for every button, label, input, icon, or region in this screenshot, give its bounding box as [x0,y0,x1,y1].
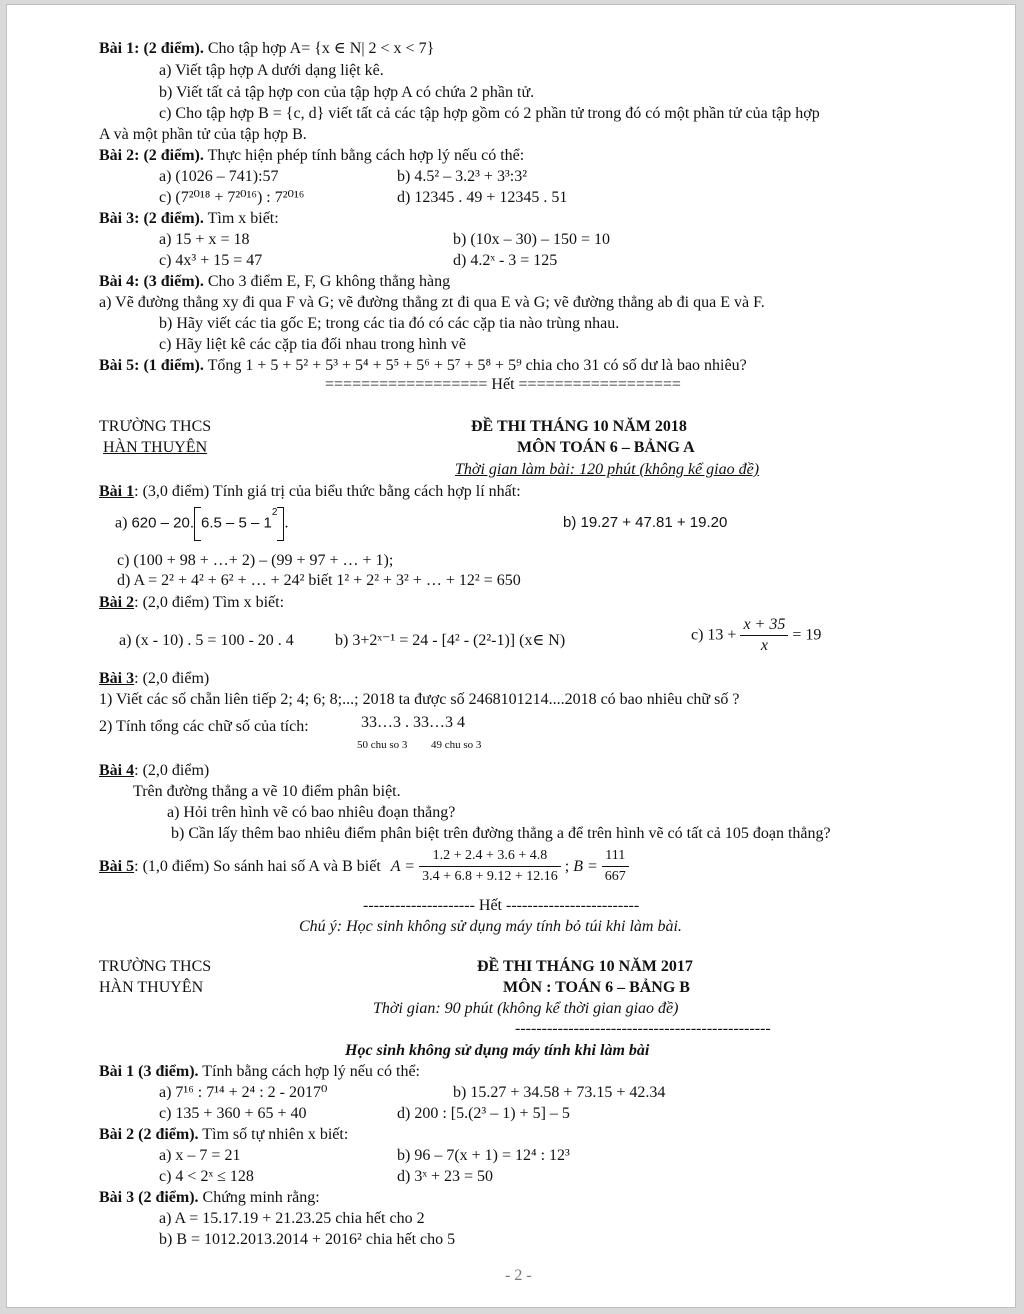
s3-bai2-c: c) 4 < 2ˣ ≤ 128 [159,1168,254,1185]
s2-bai5-text: : (1,0 điểm) So sánh hai số A và B biết [134,857,381,875]
s2-bai1-a-end: . [284,514,289,532]
s1-bai3-d: d) 4.2ˣ - 3 = 125 [453,252,558,269]
s2-bai1-a-expr-inner: 6.5 – 5 – 1 [201,514,272,532]
s2-bai3 [99,669,209,689]
s1-bai3-a: a) 15 + x = 18 [159,231,250,248]
s2-bai3-head: Bài 3 [99,670,135,687]
s2-bai1-a-label: a) [115,514,128,532]
s2-bai5-separator: ; [564,857,570,875]
s2-bai2-text: : (2,0 điểm) Tìm x biết: [134,594,285,611]
s1-bai4-c: c) Hãy liệt kê các cặp tia đối nhau trong hình vẽ [159,336,466,353]
s2-school-1: TRƯỜNG THCS [99,418,212,435]
s2-bai5-A-numerator: 1.2 + 2.4 + 3.6 + 4.8 [419,846,561,867]
s3-bai2-b: b) 96 – 7(x + 1) = 12⁴ : 12³ [397,1147,570,1164]
s1-bai2-d: d) 12345 . 49 + 12345 . 51 [397,189,568,206]
document-page [6,4,1016,1308]
s2-bai4 [99,761,209,781]
s2-bai1-d: d) A = 2² + 4² + 6² + … + 24² biết 1² + 2² + 3² + … + 12² = 650 [117,572,521,589]
s1-bai4-head: Bài 4: (3 điểm). [99,273,204,290]
s2-bai5-A-denominator: 3.4 + 6.8 + 9.12 + 12.16 [422,869,558,884]
s3-school-1: TRƯỜNG THCS [99,958,212,975]
s2-bai3-note-1: 50 chu so 3 [357,739,408,751]
s1-bai1-a: a) Viết tập hợp A dưới dạng liệt kê. [159,62,384,79]
s3-bai3-head: Bài 3 (2 điểm). [99,1189,199,1206]
s3-bai3 [99,1188,320,1208]
s2-bai3-1: 1) Viết các số chẵn liên tiếp 2; 4; 6; 8;...; 2018 ta được số 2468101214....2018 có bao nhiêu chữ số ? [99,691,740,708]
s3-rule: ------------------------------------------------ [515,1020,771,1037]
s2-bai1-text: : (3,0 điểm) Tính giá trị của biểu thức bằng cách hợp lí nhất: [134,483,521,500]
s1-bai5 [99,356,747,376]
s2-bai2-c-numerator: x + 35 [740,615,788,636]
s3-bai1-b: b) 15.27 + 34.58 + 73.15 + 42.34 [453,1084,666,1101]
s3-bai1-head: Bài 1 (3 điểm). [99,1063,199,1080]
s1-bai2-text: Thực hiện phép tính bằng cách hợp lý nếu có thể: [207,147,525,164]
s1-bai3-head: Bài 3: (2 điểm). [99,210,204,227]
s2-bai2-c [691,615,821,656]
s2-school-2: HÀN THUYÊN [103,439,208,456]
s2-subject: MÔN TOÁN 6 – BẢNG A [517,439,695,456]
s3-bai2 [99,1125,348,1145]
s1-bai4-text: Cho 3 điểm E, F, G không thẳng hàng [207,273,451,290]
s2-bai1-b: b) 19.27 + 47.81 + 19.20 [563,514,728,531]
s2-bai2-c-label: c) 13 + [691,626,737,644]
s1-bai4-b: b) Hãy viết các tia gốc E; trong các tia đó có các cặp tia nào trùng nhau. [159,315,620,332]
s2-bai1 [99,482,521,502]
s2-bai4-1: Trên đường thẳng a vẽ 10 điểm phân biệt. [133,783,401,800]
s2-end-rule: --------------------- Hết ------------------------- [363,897,640,914]
s2-bai2-c-result: = 19 [792,626,822,644]
s2-bai2-b: b) 3+2ˣ⁻¹ = 24 - [4² - (2²-1)] (x∈ N) [335,632,566,649]
s1-bai4 [99,272,450,292]
s2-bai5-A-label: A = [390,857,416,875]
s3-school-2: HÀN THUYÊN [99,979,204,996]
page-number: - 2 - [505,1267,532,1284]
s2-bai3-text: : (2,0 điểm) [134,670,210,687]
s2-bai4-head: Bài 4 [99,762,135,779]
s1-bai1 [99,39,434,59]
s2-bai5 [99,846,629,887]
s2-bai2 [99,593,284,613]
s2-title: ĐỀ THI THÁNG 10 NĂM 2018 [471,418,687,435]
s2-bai5-B-fraction [602,846,629,887]
s2-bai1-c: c) (100 + 98 + …+ 2) – (99 + 97 + … + 1); [117,552,394,569]
s3-subject: MÔN : TOÁN 6 – BẢNG B [503,979,690,996]
s2-bai4-a: a) Hỏi trên hình vẽ có bao nhiêu đoạn thẳng? [167,804,456,821]
s2-bai5-head: Bài 5 [99,857,135,875]
left-bracket-icon [194,507,201,541]
s1-bai1-c1: c) Cho tập hợp B = {c, d} viết tất cả các tập hợp gồm có 2 phần tử trong đó có một phần tử của tập hợp [159,105,820,122]
s1-end-rule: ================== Hết ================== [325,376,681,393]
s1-bai1-text: Cho tập hợp A= {x ∈ N| 2 < x < 7} [207,40,435,57]
s3-bai2-d: d) 3ˣ + 23 = 50 [397,1168,493,1185]
s3-bai1-a: a) 7¹⁶ : 7¹⁴ + 2⁴ : 2 - 2017⁰ [159,1084,328,1101]
s2-bai5-A-fraction [419,846,561,887]
s1-bai3-b: b) (10x – 30) – 150 = 10 [453,231,611,248]
s2-time: Thời gian làm bài: 120 phút (không kể giao đề) [455,461,760,478]
s2-bai5-B-denominator: 667 [604,869,626,884]
s3-bai3-a: a) A = 15.17.19 + 21.23.25 chia hết cho 2 [159,1210,425,1227]
s2-bai3-product: 33…3 . 33…3 4 [361,714,465,731]
s1-bai4-a: a) Vẽ đường thẳng xy đi qua F và G; vẽ đường thẳng zt đi qua E và G; vẽ đường thẳng ab đi qua E và F. [99,294,765,311]
s1-bai3-c: c) 4x³ + 15 = 47 [159,252,263,269]
s2-bai2-c-fraction [740,615,788,656]
s1-bai5-text: Tổng 1 + 5 + 5² + 5³ + 5⁴ + 5⁵ + 5⁶ + 5⁷ + 5⁸ + 5⁹ chia cho 31 có số dư là bao nhiêu? [207,357,747,374]
s1-bai2-head: Bài 2: (2 điểm). [99,147,204,164]
s3-bai1-c: c) 135 + 360 + 65 + 40 [159,1105,307,1122]
s3-bai1-text: Tính bằng cách hợp lý nếu có thể: [202,1063,420,1080]
s2-bai3-note-2: 49 chu so 3 [431,739,482,751]
s3-bai2-a: a) x – 7 = 21 [159,1147,241,1164]
s2-bai2-c-denominator: x [760,637,768,654]
s3-bai1 [99,1062,420,1082]
s3-bai2-text: Tìm số tự nhiên x biết: [202,1126,349,1143]
s2-bai3-2: 2) Tính tổng các chữ số của tích: [99,718,309,735]
s1-bai1-c2: A và một phần tử của tập hợp B. [99,126,307,143]
s3-bai3-text: Chứng minh rằng: [202,1189,320,1206]
s2-bai2-a: a) (x - 10) . 5 = 100 - 20 . 4 [119,632,294,649]
s2-bai1-a-expr-left: 620 – 20. [131,514,194,532]
s1-bai2-c: c) (7²⁰¹⁸ + 7²⁰¹⁶) : 7²⁰¹⁶ [159,189,305,206]
s3-warning: Học sinh không sử dụng máy tính khi làm bài [345,1042,650,1059]
s3-bai3-b: b) B = 1012.2013.2014 + 2016² chia hết cho 5 [159,1231,456,1248]
s2-note: Chú ý: Học sinh không sử dụng máy tính bỏ túi khi làm bài. [299,918,682,935]
s3-time: Thời gian: 90 phút (không kể thời gian giao đề) [373,1000,679,1017]
s2-bai5-B-numerator: 111 [602,846,629,867]
s1-bai2 [99,146,524,166]
s1-bai3 [99,209,279,229]
s2-bai1-a-exponent: 2 [271,507,278,518]
s2-bai1-a [115,507,288,541]
s1-bai3-text: Tìm x biết: [207,210,279,227]
s3-bai2-head: Bài 2 (2 điểm). [99,1126,199,1143]
s3-bai1-d: d) 200 : [5.(2³ – 1) + 5] – 5 [397,1105,570,1122]
s1-bai1-head: Bài 1: (2 điểm). [99,40,204,57]
s1-bai2-b: b) 4.5² – 3.2³ + 3³:3² [397,168,527,185]
s1-bai2-a: a) (1026 – 741):57 [159,168,279,185]
s1-bai5-head: Bài 5: (1 điểm). [99,357,204,374]
s2-bai5-B-label: B = [573,857,598,875]
s2-bai1-head: Bài 1 [99,483,135,500]
s3-title: ĐỀ THI THÁNG 10 NĂM 2017 [477,958,693,975]
s2-bai4-b: b) Cần lấy thêm bao nhiêu điểm phân biệt trên đường thẳng a để trên hình vẽ có tất cả 105 đoạn thẳng? [171,825,831,842]
s2-bai4-text: : (2,0 điểm) [134,762,210,779]
s2-bai2-head: Bài 2 [99,594,135,611]
s1-bai1-b: b) Viết tất cả tập hợp con của tập hợp A có chứa 2 phần tử. [159,84,535,101]
